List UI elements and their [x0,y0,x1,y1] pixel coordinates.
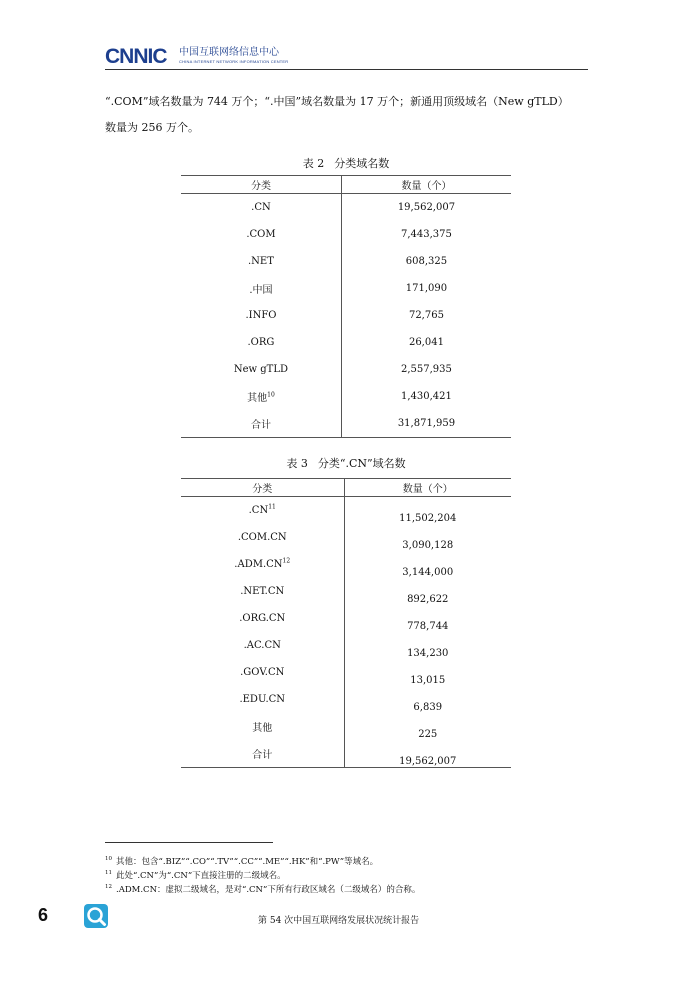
count-cell: 3,090,128 [402,540,454,551]
count-cell: 19,562,007 [397,202,456,213]
category-cell: .NET.CN [181,578,344,605]
category-cell: .ORG [181,329,341,356]
table-header-row [181,176,511,194]
category-cell: .中国 [181,275,341,302]
category-cell: 合计 [181,410,341,438]
category-cell: .COM [181,221,341,248]
count-cell: 778,744 [407,621,449,632]
count-cell: 3,144,000 [402,567,454,578]
footnote-ref: 11 [268,503,276,511]
table3-cn-domain-counts [181,478,511,768]
table-row [181,578,511,605]
count-cell: 892,622 [407,594,449,605]
category-cell: .ADM.CN$^{12}$ [181,551,344,578]
count-cell: 11,502,204 [399,513,457,524]
table-row [181,221,511,248]
table2-domain-counts [181,175,511,438]
category-cell: .CN$^{11}$ [181,497,344,525]
footnote-10: $^{10}$ 其他：包含“.BIZ”“.CO”“.TV”“.CC”“.ME”“.HK”和“.PW”等域名。 [105,856,379,867]
category-cell: .NET [181,248,341,275]
table-row [181,383,511,410]
footnote-rule [105,842,273,843]
table-row [181,740,511,768]
page-number: 6 [38,905,49,925]
table-row [181,248,511,275]
count-cell: 1,430,421 [401,391,452,402]
count-cell: 72,765 [408,310,444,321]
org-name-en: CHINA INTERNET NETWORK INFORMATION CENTER [179,59,289,64]
footnote-ref: 12 [282,557,291,565]
count-cell: 171,090 [405,283,448,294]
category-cell: New gTLD [181,356,341,383]
category-cell: .AC.CN [181,632,344,659]
table-row [181,686,511,713]
table3-caption-title: 分类“.CN”域名数 [317,457,406,470]
page-header [105,46,588,70]
column-header-category: 分类 [181,176,341,194]
category-cell: .EDU.CN [181,686,344,713]
column-header-count: 数量（个） [341,176,511,194]
category-cell: .GOV.CN [181,659,344,686]
table2-caption [181,157,511,171]
table-row [181,632,511,659]
column-header-count: 数量（个） [344,479,511,497]
report-title: 第 54 次中国互联网络发展状况统计报告 [258,916,420,926]
count-cell: 2,557,935 [401,364,452,375]
intro-line-2: 数量为 256 万个。 [105,121,199,134]
table3-caption [181,457,511,471]
column-header-category: 分类 [181,479,344,497]
footnote-12: $^{12}$ .ADM.CN：虚拟二级域名，是对“.CN”下所有行政区域名（二级域名）的合称。 [105,884,421,895]
count-cell: 26,041 [408,337,444,348]
table-header-row [181,479,511,497]
org-name-cn: 中国互联网络信息中心 [179,47,279,58]
count-cell: 7,443,375 [401,229,452,240]
table-row [181,713,511,740]
table-row [181,605,511,632]
category-cell: 其他$^{10}$ [181,383,341,410]
table2-caption-title: 分类域名数 [334,157,390,170]
count-cell: 608,325 [405,256,448,267]
table-row [181,659,511,686]
table-row [181,194,511,222]
cnnic-logo: CNNIC [105,45,167,68]
table-row [181,410,511,438]
magnifier-logo-icon [83,903,109,929]
count-cell: 13,015 [410,675,446,686]
table3-caption-number: 表 3 [286,457,308,470]
intro-line-1: “.COM”域名数量为 744 万个；“.中国”域名数量为 17 万个；新通用顶级域名（New gTLD） [105,95,569,108]
count-cell: 134,230 [407,648,449,659]
table-row [181,302,511,329]
table-row [181,524,511,551]
count-cell: 225 [418,729,438,740]
count-cell: 6,839 [413,702,443,713]
header-rule [105,69,588,70]
table-row [181,497,511,525]
count-cell: 19,562,007 [344,740,511,768]
table-row [181,551,511,578]
category-cell: .INFO [181,302,341,329]
category-cell: .CN [181,194,341,222]
footnote-11: $^{11}$ 此处“.CN”为“.CN”下直接注册的二级域名。 [105,870,286,881]
category-cell: .ORG.CN [181,605,344,632]
count-cell: 31,871,959 [341,410,511,438]
footnote-ref: 10 [267,391,275,399]
table-row [181,356,511,383]
category-cell: 其他 [181,713,344,740]
category-cell: .COM.CN [181,524,344,551]
table-row [181,275,511,302]
table-row [181,329,511,356]
table2-caption-number: 表 2 [302,157,325,170]
category-cell: 合计 [181,740,344,768]
